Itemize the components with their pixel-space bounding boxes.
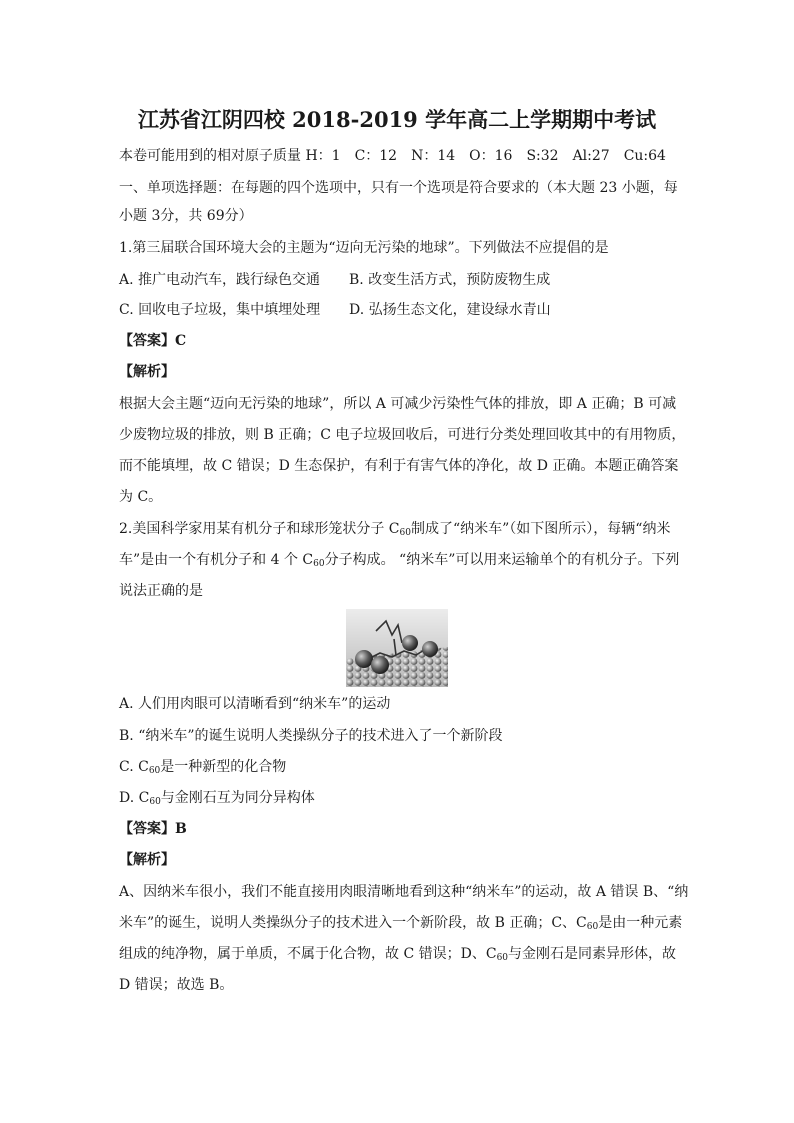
subscript-60: 60	[313, 559, 325, 569]
question-1-options-ab	[119, 270, 320, 290]
subscript-60: 60	[399, 528, 411, 538]
subscript-60: 60	[149, 797, 161, 807]
question-2-analysis-line: 米车”的诞生，说明人类操纵分子的技术进入一个新阶段，故 B 正确；C、$C_{60}$是由一种元素	[119, 915, 683, 932]
subscript-60: 60	[496, 953, 509, 963]
page-title: 江苏省江阴四校 2018-2019 学年高二上学期期中考试	[137, 107, 657, 132]
question-1-analysis-line: 少废物垃圾的排放，则 B 正确；C 电子垃圾回收后，可进行分类处理回收其中的有用物质，	[119, 427, 686, 443]
question-1-option-c: C. 回收电子垃圾，集中填埋处理	[119, 302, 321, 318]
question-2-analysis-label: 【解析】	[119, 852, 175, 868]
section-heading-line1: 一、单项选择题：在每题的四个选项中，只有一个选项是符合要求的（本大题 23 小题，每	[119, 180, 678, 196]
c60-wheel	[355, 650, 373, 668]
question-1-analysis-line: 为 C。	[119, 489, 163, 505]
atomic-masses-note: 本卷可能用到的相对原子质量 H：1 C：12 N：14 O：16 S:32 Al:27 Cu:64	[119, 148, 666, 164]
question-2-analysis-line: D 错误；故选 B。	[119, 977, 234, 993]
question-2-analysis-line: A、因纳米车很小，我们不能直接用肉眼清晰地看到这种“纳米车”的运动，故 A 错误 B、“纳	[119, 884, 689, 900]
c60-wheel	[402, 635, 418, 651]
question-2-option-d: D. $C_{60}$与金刚石互为同分异构体	[119, 790, 315, 807]
c60-wheel	[422, 641, 438, 657]
subscript-60: 60	[586, 922, 599, 932]
question-1-answer: 【答案】C	[119, 333, 187, 349]
question-1-option-d: D. 弘扬生态文化，建设绿水青山	[349, 302, 551, 318]
question-1-stem: 1.第三届联合国环境大会的主题为“迈向无污染的地球”。下列做法不应提倡的是	[119, 240, 609, 256]
subscript-60: 60	[148, 766, 161, 776]
nanocar-figure	[346, 609, 448, 687]
question-2-option-a: A. 人们用肉眼可以清晰看到“纳米车”的运动	[119, 696, 391, 712]
question-2-answer: 【答案】B	[119, 821, 187, 837]
question-1-option-a: A. 推广电动汽车，践行绿色交通	[119, 272, 321, 288]
question-2-stem-line2: 车”是由一个有机分子和 4 个 $C_{60}$分子构成。 “纳米车”可以用来运输单个的有机分子。下列	[119, 552, 680, 569]
question-2-stem-line1: 2.美国科学家用某有机分子和球形笼状分子 $C_{60}$制成了“纳米车”（如下图所示），每辆“纳米	[119, 521, 671, 538]
question-1-analysis-line: 而不能填埋，故 C 错误；D 生态保护，有利于有害气体的净化，故 D 正确。本题正确答案	[119, 458, 679, 474]
question-2-stem-line3: 说法正确的是	[119, 583, 203, 599]
question-1-analysis-line: 根据大会主题“迈向无污染的地球”，所以 A 可减少污染性气体的排放，即 A 正确；B 可减	[119, 396, 677, 412]
question-2-option-c: C. $C_{60}$是一种新型的化合物	[119, 759, 287, 776]
question-1-option-b: B. 改变生活方式，预防废物生成	[349, 272, 551, 288]
section-heading-line2: 小题 3分，共 69分）	[119, 208, 253, 224]
c60-wheel	[371, 656, 389, 674]
question-2-analysis-line: 组成的纯净物，属于单质，不属于化合物，故 C 错误；D、$C_{60}$与金刚石是同素异形体，故	[119, 946, 677, 963]
question-1-analysis-label: 【解析】	[119, 364, 175, 380]
question-2-option-b: B. “纳米车”的诞生说明人类操纵分子的技术进入了一个新阶段	[119, 728, 503, 744]
